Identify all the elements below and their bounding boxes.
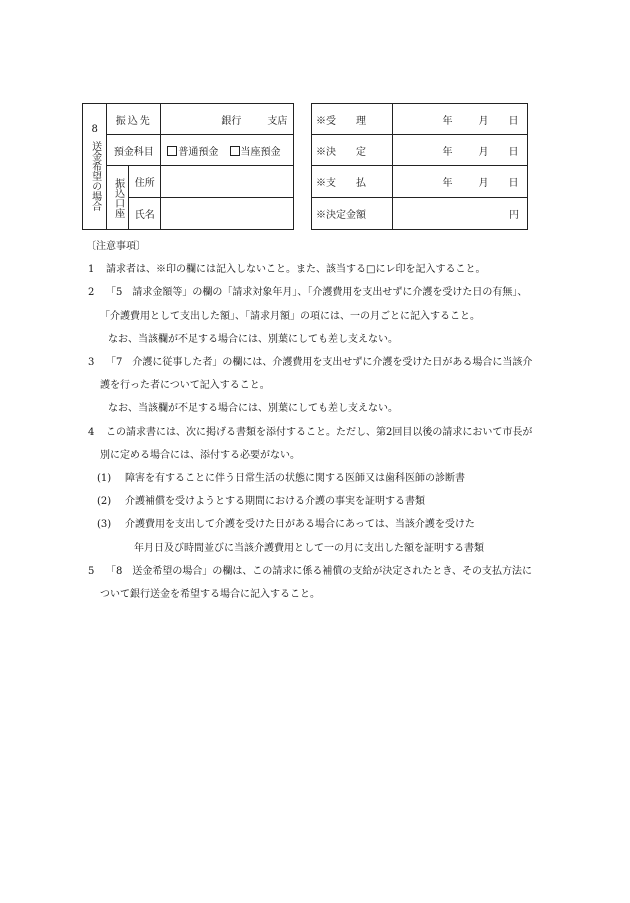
amount-label: ※決定金額	[312, 198, 393, 230]
section-number: 8	[91, 123, 98, 135]
note-number: 1	[88, 264, 95, 276]
month-label: 月	[478, 115, 489, 127]
paid-label: ※支 払	[312, 166, 393, 198]
note-1	[88, 258, 538, 281]
notes-section	[88, 235, 538, 606]
name-field[interactable]	[161, 198, 294, 230]
item-text: 障害を有することに伴う日常生活の状態に関する医師又は歯科医師の診断書	[125, 473, 465, 485]
note-number: 5	[88, 565, 95, 577]
month-label: 月	[478, 178, 489, 189]
day-label: 日	[508, 115, 519, 127]
amount-field	[392, 198, 528, 230]
remittance-table	[82, 103, 294, 230]
account-label: 振込口座	[112, 177, 124, 218]
bank-label: 銀行	[221, 115, 242, 127]
note-number: 3	[88, 357, 95, 369]
notes-heading: 〔注意事項〕	[86, 241, 146, 252]
note-2	[88, 281, 538, 327]
item-text: 介護費用を支出して介護を受けた日がある場合にあっては、当該介護を受けた	[125, 519, 475, 531]
section-8-header	[83, 104, 107, 230]
note-text: 「5 請求金額等」の欄の「請求対象年月」、「介護費用を支出せずに介護を受けた日の有無」、「介護費用として支出した額」、「請求月額」の項には、一の月ごとに記入すること。	[100, 287, 528, 322]
note-3-sub: なお、当該欄が不足する場合には、別葉にしても差し支えない。	[108, 403, 398, 415]
paid-date-field	[392, 166, 528, 198]
note-4-item-2	[88, 490, 538, 513]
month-label: 月	[478, 146, 489, 158]
note-text: 「8 送金希望の場合」の欄は、この請求に係る補償の支給が決定されたとき、その支払方法について銀行送金を希望する場合に記入すること。	[100, 565, 532, 601]
branch-label: 支店	[267, 115, 288, 127]
item-number: (2)	[97, 496, 112, 508]
current-label: 当座預金	[240, 146, 281, 158]
received-date-field	[392, 104, 528, 135]
year-label: 年	[442, 115, 453, 127]
item-number: (1)	[97, 473, 112, 485]
office-use-table	[311, 103, 528, 230]
ordinary-label: 普通預金	[178, 146, 219, 158]
note-text: 「7 介護に従事した者」の欄には、介護費用を支出せずに介護を受けた日がある場合に当該介護を行った者について記入すること。	[100, 357, 533, 392]
received-label: ※受 理	[312, 104, 393, 135]
note-text: 請求者は、※印の欄には記入しないこと。また、該当する□にレ印を記入すること。	[106, 264, 486, 276]
ordinary-checkbox[interactable]	[167, 146, 177, 156]
note-4-item-3	[88, 513, 538, 536]
note-4-item-1	[88, 467, 538, 490]
note-number: 2	[88, 287, 95, 299]
note-number: 4	[88, 426, 95, 438]
note-3	[88, 351, 538, 397]
section-title: 送金希望の場合	[89, 140, 101, 211]
deposit-type-field	[161, 135, 294, 166]
account-header	[107, 166, 129, 230]
note-4-item-3-cont: 年月日及び時間並びに当該介護費用として一の月に支出した額を証明する書類	[134, 542, 484, 554]
furikomi-label: 振込先	[107, 104, 161, 135]
note-5	[88, 560, 538, 606]
item-number: (3)	[97, 519, 112, 531]
address-label: 住所	[129, 166, 161, 198]
note-text: この請求書には、次に掲げる書類を添付すること。ただし、第2回目以後の請求において市長が別に定める場合には、添付する必要がない。	[100, 426, 533, 461]
deposit-type-label: 預金科目	[107, 135, 161, 166]
year-label: 年	[442, 146, 453, 158]
address-field[interactable]	[161, 166, 294, 198]
decided-date-field	[392, 135, 528, 166]
day-label: 日	[508, 146, 519, 158]
item-text: 介護補償を受けようとする期間における介護の事実を証明する書類	[125, 496, 425, 508]
year-label: 年	[442, 178, 453, 189]
note-4	[88, 421, 538, 467]
day-label: 日	[508, 178, 519, 189]
note-2-sub: なお、当該欄が不足する場合には、別葉にしても差し支えない。	[108, 333, 398, 345]
decided-label: ※決 定	[312, 135, 393, 166]
current-checkbox[interactable]	[230, 146, 240, 156]
bank-branch-field[interactable]	[161, 104, 294, 135]
name-label: 氏名	[129, 198, 161, 230]
yen-label: 円	[509, 210, 519, 221]
